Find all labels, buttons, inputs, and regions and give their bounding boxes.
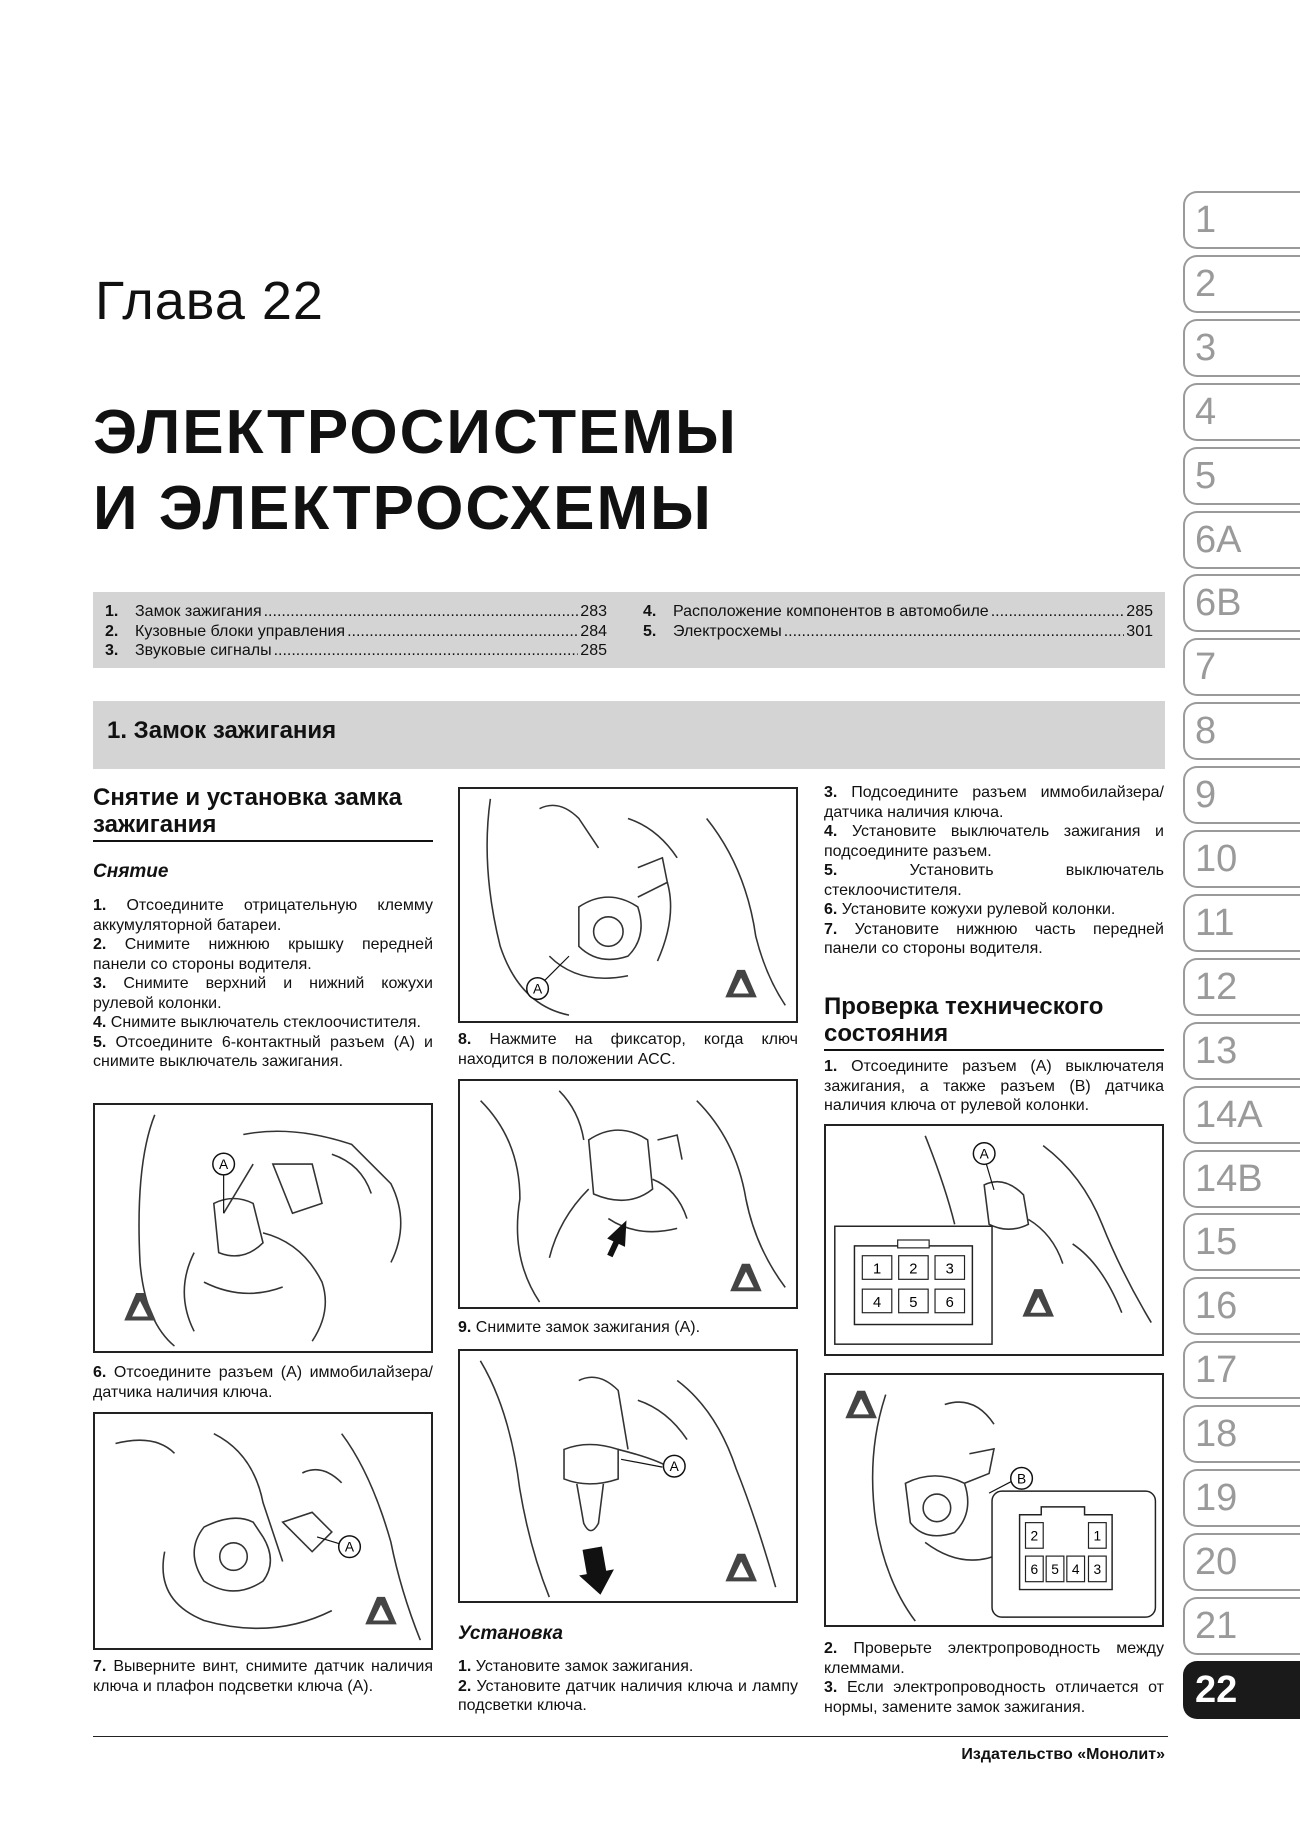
callout-b: B	[1016, 1471, 1027, 1487]
publisher-logo-icon	[124, 1293, 155, 1321]
figure-latch	[458, 1079, 798, 1309]
illustration	[95, 1414, 431, 1648]
publisher-footer: Издательство «Монолит»	[961, 1746, 1165, 1763]
illustration	[460, 789, 796, 1021]
tab-chapter-3[interactable]: 3	[1183, 319, 1300, 377]
toc-entry[interactable]	[105, 602, 607, 622]
toc-page: 285	[1126, 603, 1153, 620]
pin-label: 5	[1051, 1561, 1059, 1577]
list-item: 1. Установите замок зажигания.	[458, 1658, 694, 1675]
callout-a: A	[979, 1146, 989, 1162]
figure-key-sensor	[93, 1412, 433, 1650]
tab-chapter-6b[interactable]: 6B	[1183, 574, 1300, 632]
toc-num: 1.	[105, 603, 119, 620]
tab-chapter-22[interactable]: 22	[1183, 1661, 1300, 1719]
connector-b-pinout	[1020, 1507, 1113, 1590]
tab-chapter-8[interactable]: 8	[1183, 702, 1300, 760]
toc-num: 3.	[105, 642, 119, 659]
publisher-logo-icon	[1023, 1289, 1054, 1317]
list-item: 1. Отсоедините отрицательную клемму аккумуляторной батареи.	[93, 897, 433, 934]
pin-label: 4	[872, 1294, 882, 1311]
tab-chapter-18[interactable]: 18	[1183, 1405, 1300, 1463]
callout-a: A	[532, 981, 543, 997]
list-item: 2. Установите датчик наличия ключа и лампу подсветки ключа.	[458, 1677, 798, 1714]
figure-ignition-switch	[458, 787, 798, 1023]
connector-a-pinout	[854, 1240, 972, 1325]
tab-chapter-1[interactable]: 1	[1183, 191, 1300, 249]
pin-label: 5	[909, 1294, 918, 1311]
pin-label: 4	[1071, 1561, 1080, 1577]
list-item: 3. Подсоедините разъем иммобилайзера/датчика наличия ключа.	[824, 784, 1164, 821]
toc-text: Замок зажигания	[135, 603, 262, 620]
toc-num: 5.	[643, 622, 657, 640]
toc-num: 2.	[105, 622, 119, 640]
tab-chapter-7[interactable]: 7	[1183, 638, 1300, 696]
toc-leader	[784, 622, 1125, 642]
publisher-logo-icon	[365, 1597, 396, 1625]
step-8: 8. Нажмите на фиксатор, когда ключ находится в положении АСС.	[458, 1031, 798, 1068]
step-9: 9. Снимите замок зажигания (А).	[458, 1319, 701, 1336]
list-item: 5. Установить выключатель стеклоочистителя.	[824, 862, 1164, 899]
page-title	[93, 395, 738, 547]
tab-chapter-11[interactable]: 11	[1183, 894, 1300, 952]
toc-right-column	[643, 602, 1153, 641]
tab-chapter-6a[interactable]: 6A	[1183, 511, 1300, 569]
list-item: 1. Отсоедините разъем (А) выключателя зажигания, а также разъем (В) датчика наличия ключа от рулевой колонки.	[824, 1058, 1164, 1114]
tab-chapter-5[interactable]: 5	[1183, 447, 1300, 505]
table-of-contents	[93, 592, 1165, 668]
toc-text: Звуковые сигналы	[135, 642, 272, 659]
tab-chapter-2[interactable]: 2	[1183, 255, 1300, 313]
figure-connector-a	[93, 1103, 433, 1353]
section-title: 1. Замок зажигания	[107, 717, 337, 744]
toc-left-column	[105, 602, 607, 661]
tab-chapter-17[interactable]: 17	[1183, 1341, 1300, 1399]
install-steps	[458, 1657, 798, 1716]
callout-a: A	[669, 1459, 679, 1475]
illustration	[826, 1375, 1162, 1625]
toc-page: 285	[580, 642, 607, 659]
toc-text: Расположение компонентов в автомобиле	[673, 603, 989, 620]
toc-entry[interactable]	[643, 602, 1153, 622]
pin-label: 6	[1030, 1561, 1039, 1577]
install-steps-continued	[824, 783, 1164, 959]
toc-leader	[991, 602, 1125, 622]
page-title-line1: ЭЛЕКТРОСИСТЕМЫ	[93, 398, 738, 467]
list-item: 4. Установите выключатель зажигания и подсоедините разъем.	[824, 823, 1164, 860]
tab-chapter-9[interactable]: 9	[1183, 766, 1300, 824]
toc-entry[interactable]	[105, 641, 607, 661]
publisher-logo-icon	[730, 1264, 761, 1292]
list-item: 7. Установите нижнюю часть передней панели со стороны водителя.	[824, 920, 1164, 957]
step-7: 7. Выверните винт, снимите датчик наличия ключа и плафон подсветки ключа (А).	[93, 1658, 433, 1695]
pin-label: 3	[945, 1261, 954, 1278]
step-6: 6. Отсоедините разъем (А) иммобилайзера/датчика наличия ключа.	[93, 1364, 433, 1401]
illustration	[95, 1105, 431, 1351]
list-item: 2. Снимите нижнюю крышку передней панели со стороны водителя.	[93, 936, 433, 973]
pin-label: 2	[909, 1261, 918, 1278]
list-item: 5. Отсоедините 6-контактный разъем (А) и снимите выключатель зажигания.	[93, 1033, 433, 1070]
section-header	[93, 701, 1165, 769]
list-item: 3. Снимите верхний и нижний кожухи рулевой колонки.	[93, 975, 433, 1012]
check-steps-final	[824, 1639, 1164, 1717]
toc-page: 301	[1126, 622, 1153, 640]
figure-connector-b-pins	[824, 1373, 1164, 1627]
list-item: 3. Если электропроводность отличается от нормы, замените замок зажигания.	[824, 1679, 1164, 1716]
toc-text: Электросхемы	[673, 622, 782, 640]
list-item: 2. Проверьте электропроводность между клеммами.	[824, 1640, 1164, 1677]
toc-leader	[274, 641, 579, 661]
col1-heading: Снятие и установка замка зажигания	[93, 784, 433, 842]
tab-chapter-19[interactable]: 19	[1183, 1469, 1300, 1527]
list-item: 6. Установите кожухи рулевой колонки.	[824, 901, 1116, 918]
publisher-logo-icon	[725, 970, 756, 998]
tab-chapter-16[interactable]: 16	[1183, 1277, 1300, 1335]
tab-chapter-21[interactable]: 21	[1183, 1597, 1300, 1655]
page-title-line2: И ЭЛЕКТРОСХЕМЫ	[93, 474, 713, 543]
removal-subheading: Снятие	[93, 861, 169, 882]
toc-num: 4.	[643, 603, 657, 620]
tab-chapter-14a[interactable]: 14A	[1183, 1086, 1300, 1144]
figure-connector-a-pins	[824, 1124, 1164, 1356]
toc-page: 283	[580, 603, 607, 620]
footer-divider	[93, 1736, 1168, 1737]
callout-a: A	[219, 1156, 229, 1172]
callout-a: A	[344, 1539, 355, 1555]
tab-chapter-12[interactable]: 12	[1183, 958, 1300, 1016]
pin-label: 2	[1030, 1528, 1039, 1544]
check-steps	[824, 1057, 1164, 1116]
toc-page: 284	[580, 622, 607, 640]
publisher-logo-icon	[845, 1391, 876, 1419]
install-subheading: Установка	[458, 1623, 563, 1644]
illustration	[826, 1126, 1162, 1354]
check-heading: Проверка технического состояния	[824, 993, 1164, 1051]
illustration	[460, 1351, 796, 1601]
removal-steps	[93, 896, 433, 1072]
tab-chapter-4[interactable]: 4	[1183, 383, 1300, 441]
tab-chapter-14b[interactable]: 14B	[1183, 1150, 1300, 1208]
pin-label: 1	[872, 1261, 882, 1278]
toc-text: Кузовные блоки управления	[135, 622, 346, 640]
figure-lock-removal	[458, 1349, 798, 1603]
pin-label: 1	[1093, 1528, 1102, 1544]
toc-leader	[264, 602, 579, 622]
publisher-logo-icon	[725, 1554, 756, 1582]
tab-chapter-20[interactable]: 20	[1183, 1533, 1300, 1591]
pin-label: 3	[1093, 1561, 1102, 1577]
toc-entry[interactable]	[643, 622, 1153, 642]
tab-chapter-10[interactable]: 10	[1183, 830, 1300, 888]
tab-chapter-15[interactable]: 15	[1183, 1213, 1300, 1271]
pin-label: 6	[945, 1294, 954, 1311]
tab-chapter-13[interactable]: 13	[1183, 1022, 1300, 1080]
toc-leader	[347, 622, 578, 642]
illustration	[460, 1081, 796, 1307]
list-item: 4. Снимите выключатель стеклоочистителя.	[93, 1014, 421, 1031]
toc-entry[interactable]	[105, 622, 607, 642]
chapter-label: Глава 22	[95, 271, 324, 331]
